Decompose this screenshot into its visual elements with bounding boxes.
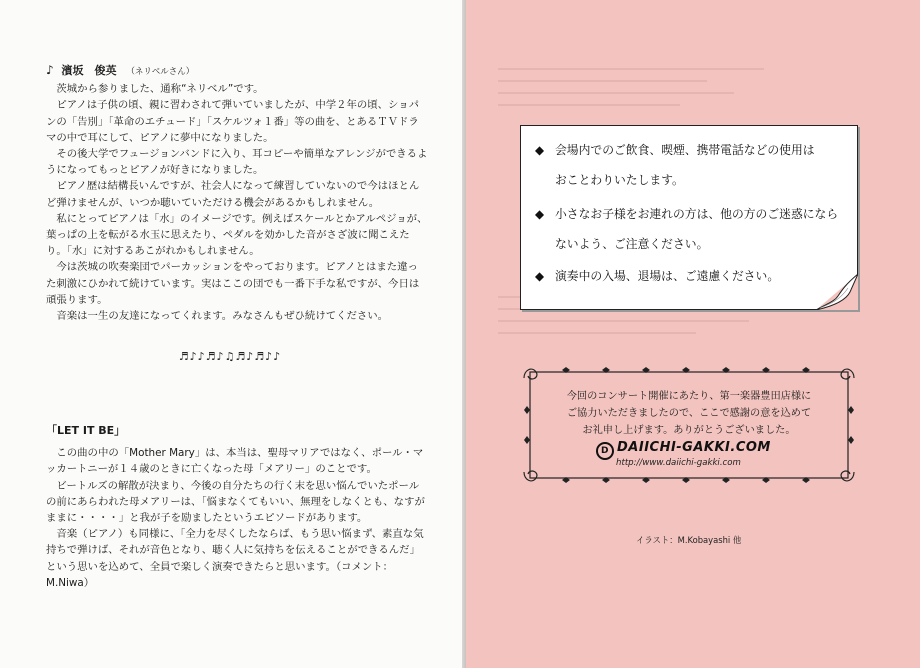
music-note-icon: ♪ — [46, 63, 54, 77]
essay-paragraph: その後大学でフュージョンバンドに入り、耳コピーや簡単なアレンジができるようになってもっとピアノが好きになりました。 — [46, 148, 428, 177]
notice-text: 演奏中の入場、退場は、ご遠慮ください。 — [555, 269, 780, 283]
thanks-line: お礼申し上げます。ありがとうございました。 — [582, 425, 796, 436]
music-notes-divider: ♬♪♪♬♪♫♬♪♬♪♪ — [178, 350, 282, 363]
sponsor-url: http://www.daiichi-gakki.com — [616, 458, 741, 468]
author-nickname: （ネリベルさん） — [126, 67, 195, 77]
essay-paragraph: ピアノは子供の頃、親に習わされて弾いていましたが、中学２年の頃、ショパンの「告別」「革命のエチュード」「スケルツォ１番」等の曲を、とあるＴＶドラマの中で耳にして、ピアノに夢中になりました。 — [46, 99, 420, 144]
thanks-line: 今回のコンサート開催にあたり、第一楽器豊田店様に — [566, 391, 812, 402]
notice-text: 会場内でのご飲食、喫煙、携帯電話などの使用は — [555, 143, 815, 157]
essay-paragraph: ピアノ歴は結構長いんですが、社会人になって練習していないので今はほとんど弾けませんが、いつか聴いていただける機会があるかもしれません。 — [46, 180, 420, 209]
notice-text: ないよう、ご注意ください。 — [555, 237, 709, 251]
song-commentary — [46, 423, 428, 591]
song-paragraph: ビートルズの解散が決まり、今後の自分たちの行く末を思い悩んでいたポールの前にあらわれた母メアリーは、「悩まなくてもいい、無理をしなくとも、なすがままに・・・・」と我が子を励ましたというエピソードがあります。 — [46, 479, 425, 525]
diamond-bullet-icon: ◆ — [535, 207, 545, 221]
brand-name: DAIICHI-GAKKI.COM — [617, 440, 771, 455]
notice-text: おことわりいたします。 — [555, 173, 684, 187]
essay-paragraph: 今は茨城の吹奏楽団でパーカッションをやっております。ピアノとはまた違った刺激にひかれて続けています。実はここの団でも一番下手な私ですが、今日は頑張ります。 — [46, 261, 420, 306]
notice-text: 小さなお子様をお連れの方は、他の方のご迷惑になら — [555, 207, 839, 221]
page-curl-icon — [816, 274, 858, 310]
thanks-message — [522, 388, 856, 439]
essay-paragraph: 音楽は一生の友達になってくれます。みなさんもぜひ続けてください。 — [56, 310, 389, 323]
essay-paragraph: 私にとってピアノは「水」のイメージです。例えばスケールとかアルペジョが、葉っぱの上を転がる水玉に思えたり、ペダルを効かした音がさざ波に聞こえたり。「水」に対するあこがれかもしれません。 — [46, 212, 428, 258]
notice-item — [535, 206, 838, 252]
sponsor-logo — [596, 440, 771, 460]
diamond-bullet-icon: ◆ — [535, 269, 545, 283]
song-title: 「LET IT BE」 — [46, 424, 126, 437]
author-name: 濱坂 俊英 — [61, 64, 117, 77]
sponsor-thanks — [522, 366, 856, 484]
illustration-credit: イラスト：M.Kobayashi 他 — [636, 535, 742, 545]
notice-item — [535, 142, 815, 188]
notice-box — [520, 125, 858, 310]
brand-mark-icon: D — [596, 442, 614, 460]
member-essay — [46, 62, 428, 324]
essay-paragraph: 茨城から参りました、通称“ネリベル”です。 — [56, 83, 264, 96]
author-heading — [46, 62, 428, 80]
notice-item — [535, 268, 779, 284]
right-page — [466, 0, 920, 668]
diamond-bullet-icon: ◆ — [535, 143, 545, 157]
thanks-line: ご協力いただきましたので、ここで感謝の意を込めて — [566, 408, 812, 419]
song-paragraph: この曲の中の「Mother Mary」は、本当は、聖母マリアではなく、ポール・マッカートニーが１４歳のときに亡くなった母「メアリー」のことです。 — [46, 447, 424, 476]
song-paragraph: 音楽（ピアノ）も同様に、「全力を尽くしたならば、もう思い悩まず、素直な気持ちで弾けば、それが音色となり、聴く人に気持ちを伝えることができるんだ」という思いを込めて、全員で楽しく演奏できたらと思います。（コメント：M.Niwa） — [46, 528, 424, 589]
